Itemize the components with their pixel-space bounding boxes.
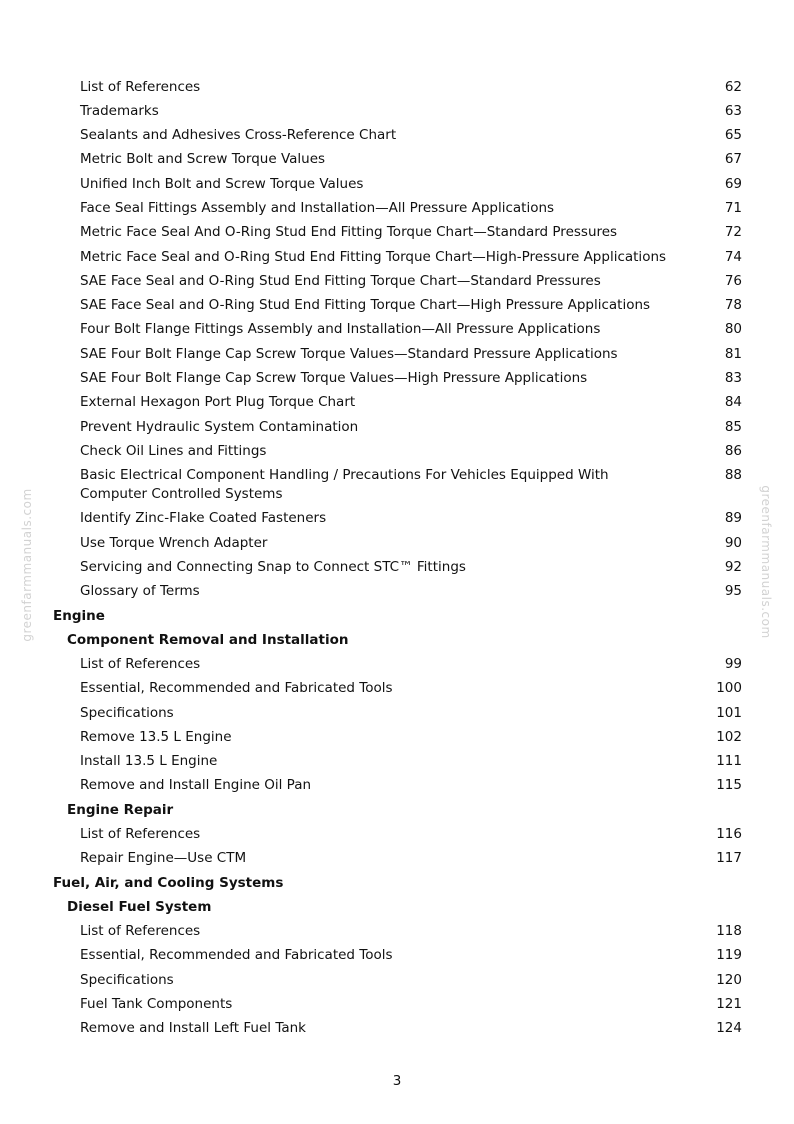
toc-entry-title: SAE Four Bolt Flange Cap Screw Torque Values—High Pressure Applications: [80, 369, 588, 386]
toc-entry[interactable]: [0, 580, 794, 604]
toc-entry[interactable]: [0, 992, 794, 1016]
toc-entry-page-number: 118: [716, 923, 742, 940]
toc-entry[interactable]: [0, 196, 794, 220]
toc-entry-title: Glossary of Terms: [80, 583, 200, 600]
toc-entry-page-number: 65: [724, 127, 742, 144]
toc-entry-title: Four Bolt Flange Fittings Assembly and Installation—All Pressure Applications: [80, 321, 601, 338]
toc-entry-page-number: 76: [724, 272, 742, 289]
toc-entry-page-number: 86: [724, 442, 742, 459]
toc-entry[interactable]: [0, 172, 794, 196]
toc-entry-page-number: 92: [724, 558, 742, 575]
toc-entry[interactable]: [0, 464, 794, 507]
toc-section-heading: [0, 604, 794, 628]
toc-entry-title: SAE Face Seal and O-Ring Stud End Fitting Torque Chart—High Pressure Applications: [80, 297, 651, 314]
toc-entry[interactable]: [0, 124, 794, 148]
toc-entry[interactable]: [0, 245, 794, 269]
table-of-contents: [0, 75, 794, 1041]
toc-entry[interactable]: [0, 822, 794, 846]
toc-entry-page-number: 99: [724, 656, 742, 673]
toc-entry-title: Metric Face Seal And O-Ring Stud End Fitting Torque Chart—Standard Pressures: [80, 224, 618, 241]
toc-entry-title: Metric Face Seal and O-Ring Stud End Fitting Torque Chart—High-Pressure Applications: [80, 248, 667, 265]
toc-entry-page-number: 88: [724, 467, 742, 484]
toc-entry-page-number: 74: [724, 248, 742, 265]
toc-entry[interactable]: [0, 652, 794, 676]
toc-entry-title: Specifications: [80, 971, 174, 988]
toc-entry-title: Use Torque Wrench Adapter: [80, 534, 268, 551]
toc-entry[interactable]: [0, 342, 794, 366]
toc-entry-page-number: 67: [724, 151, 742, 168]
toc-entry-page-number: 120: [716, 971, 742, 988]
toc-entry[interactable]: [0, 294, 794, 318]
toc-entry-page-number: 115: [716, 777, 742, 794]
toc-subsection-heading: [0, 628, 794, 652]
toc-entry-title: Essential, Recommended and Fabricated Tools: [80, 680, 393, 697]
toc-entry[interactable]: [0, 99, 794, 123]
toc-entry-title: Sealants and Adhesives Cross-Reference Chart: [80, 127, 397, 144]
toc-entry-title: Fuel, Air, and Cooling Systems: [53, 874, 284, 891]
toc-entry-page-number: 101: [716, 704, 742, 721]
toc-entry-title: Servicing and Connecting Snap to Connect STC™ Fittings: [80, 558, 466, 575]
watermark-left: greenfarmmanuals.com: [20, 488, 34, 642]
toc-entry-page-number: 85: [724, 418, 742, 435]
toc-entry-title: List of References: [80, 923, 201, 940]
toc-entry-title: List of References: [80, 656, 201, 673]
toc-entry[interactable]: [0, 701, 794, 725]
toc-entry[interactable]: [0, 531, 794, 555]
toc-entry-title: List of References: [80, 78, 201, 95]
toc-entry-title: Check Oil Lines and Fittings: [80, 442, 267, 459]
toc-entry[interactable]: [0, 507, 794, 531]
toc-entry[interactable]: [0, 366, 794, 390]
toc-entry-title: External Hexagon Port Plug Torque Chart: [80, 394, 356, 411]
toc-entry-title: Basic Electrical Component Handling / Precautions For Vehicles Equipped With Computer Controlled Systems: [80, 467, 609, 503]
toc-entry[interactable]: [0, 75, 794, 99]
toc-entry-title: Essential, Recommended and Fabricated Tools: [80, 947, 393, 964]
toc-entry[interactable]: [0, 750, 794, 774]
toc-entry-page-number: 95: [724, 583, 742, 600]
toc-entry-page-number: 69: [724, 175, 742, 192]
toc-entry-page-number: 117: [716, 850, 742, 867]
toc-entry[interactable]: [0, 847, 794, 871]
toc-entry-title: Fuel Tank Components: [80, 996, 233, 1012]
toc-subsection-heading: [0, 895, 794, 919]
toc-entry-title: List of References: [80, 826, 201, 843]
toc-entry-page-number: 116: [716, 826, 742, 843]
toc-entry-title: Remove and Install Left Fuel Tank: [80, 1020, 306, 1037]
toc-entry-page-number: 119: [716, 947, 742, 964]
toc-entry-title: SAE Four Bolt Flange Cap Screw Torque Values—Standard Pressure Applications: [80, 345, 618, 362]
toc-entry[interactable]: [0, 415, 794, 439]
toc-entry[interactable]: [0, 968, 794, 992]
toc-entry-title: Prevent Hydraulic System Contamination: [80, 418, 359, 435]
toc-entry-page-number: 62: [724, 78, 742, 95]
toc-entry-title: Component Removal and Installation: [67, 631, 349, 648]
toc-entry-title: Trademarks: [80, 102, 159, 119]
toc-entry[interactable]: [0, 555, 794, 579]
toc-entry[interactable]: [0, 920, 794, 944]
toc-entry-title: Unified Inch Bolt and Screw Torque Values: [80, 175, 364, 192]
toc-entry-title: Diesel Fuel System: [67, 898, 212, 915]
toc-entry[interactable]: [0, 269, 794, 293]
page-number: 3: [392, 1073, 402, 1089]
toc-entry-page-number: 83: [724, 369, 742, 386]
toc-entry-title: Remove 13.5 L Engine: [80, 728, 232, 745]
toc-entry[interactable]: [0, 944, 794, 968]
toc-entry[interactable]: [0, 725, 794, 749]
toc-entry-title: Remove and Install Engine Oil Pan: [80, 777, 312, 794]
toc-entry[interactable]: [0, 221, 794, 245]
toc-entry-page-number: 81: [724, 345, 742, 362]
toc-entry-page-number: 124: [716, 1020, 742, 1037]
toc-entry-page-number: 100: [716, 680, 742, 697]
toc-entry-page-number: 90: [724, 534, 742, 551]
toc-entry-page-number: 78: [724, 297, 742, 314]
toc-entry-title: Repair Engine—Use CTM: [80, 850, 247, 867]
toc-entry[interactable]: [0, 318, 794, 342]
toc-entry[interactable]: [0, 677, 794, 701]
toc-entry[interactable]: [0, 1017, 794, 1041]
toc-entry-page-number: 102: [716, 728, 742, 745]
toc-entry-page-number: 111: [716, 753, 742, 770]
toc-entry-title: Install 13.5 L Engine: [80, 753, 218, 770]
toc-entry-title: Engine Repair: [67, 801, 174, 818]
toc-entry-page-number: 80: [724, 321, 742, 338]
toc-entry-title: Identify Zinc-Flake Coated Fasteners: [80, 510, 327, 527]
toc-entry-title: Specifications: [80, 704, 174, 721]
toc-entry[interactable]: [0, 148, 794, 172]
toc-entry-title: Engine: [53, 607, 105, 624]
toc-entry-title: Face Seal Fittings Assembly and Installation—All Pressure Applications: [80, 200, 555, 216]
toc-entry-title: SAE Face Seal and O-Ring Stud End Fitting Torque Chart—Standard Pressures: [80, 272, 601, 289]
toc-section-heading: [0, 871, 794, 895]
toc-subsection-heading: [0, 798, 794, 822]
toc-entry-page-number: 72: [724, 224, 742, 241]
toc-entry-page-number: 84: [724, 394, 742, 411]
toc-entry[interactable]: [0, 774, 794, 798]
toc-entry-page-number: 121: [716, 996, 742, 1012]
toc-entry-page-number: 89: [724, 510, 742, 527]
toc-entry-page-number: 63: [724, 102, 742, 119]
watermark-right: greenfarmmanuals.com: [759, 485, 773, 639]
toc-entry[interactable]: [0, 439, 794, 463]
toc-entry-page-number: 71: [724, 200, 742, 216]
toc-entry[interactable]: [0, 391, 794, 415]
toc-entry-title: Metric Bolt and Screw Torque Values: [80, 151, 326, 168]
